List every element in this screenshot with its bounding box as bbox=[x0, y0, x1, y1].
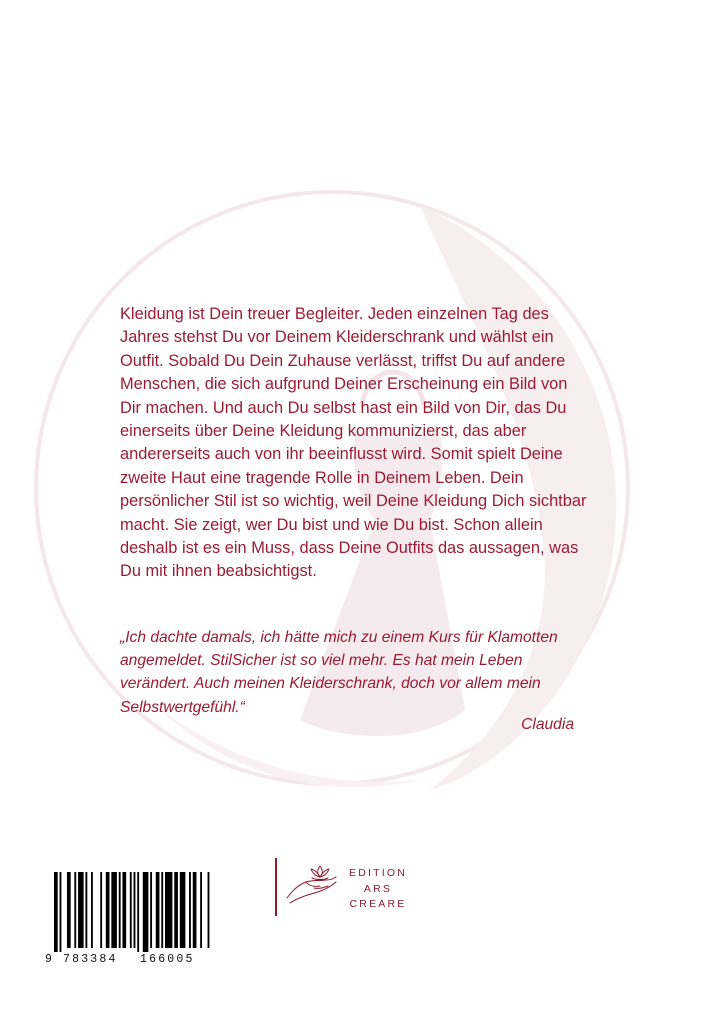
barcode-bar bbox=[161, 872, 163, 948]
barcode-bar bbox=[85, 872, 87, 948]
barcode-bar bbox=[193, 872, 197, 948]
barcode-bar bbox=[54, 872, 58, 952]
barcode-bar bbox=[130, 872, 132, 948]
back-cover-blurb: Kleidung ist Dein treuer Begleiter. Jeden einzelnen Tag des Jahres stehst Du vor Deinem Kleiderschrank und wählst ein Outfit. Sobald Du Dein Zuhause verlässt, triffst Du auf andere Menschen, die sich aufgrund Deiner Erscheinung ein Bild von Dir machen. Und auch Du selbst hast ein Bild von Dir, das Du einerseits über Deine Kleidung kommunizierst, das aber andererseits auch von ihr beeinflusst wird. Somit spielt Deine zweite Haut eine tragende Rolle in Deinem Leben. Dein persönlicher Stil ist so wichtig, weil Deine Kleidung Dich sichtbar macht. Sie zeigt, wer Du bist und wie Du bist. Schon allein deshalb ist es ein Muss, dass Deine Outfits das aussagen, was Du mit ihnen beabsichtigst. bbox=[120, 305, 587, 581]
barcode-bar bbox=[134, 872, 136, 948]
publisher-name-line3: CREARE bbox=[349, 898, 407, 911]
publisher-name bbox=[340, 866, 416, 913]
publisher-name-line1: EDITION bbox=[349, 867, 407, 879]
isbn-left-digits: 783384 bbox=[63, 953, 118, 966]
testimonial-author: Claudia bbox=[521, 716, 574, 733]
barcode-bar bbox=[200, 872, 202, 948]
barcode-bar bbox=[119, 872, 121, 948]
testimonial-quote: „Ich dachte damals, ich hätte mich zu einem Kurs für Klamotten angemeldet. StilSicher ist so viel mehr. Es hat mein Leben verändert. Auch meinen Kleiderschrank, doch vor allem mein Selbstwertgefühl.“ bbox=[120, 629, 558, 716]
barcode-bar bbox=[156, 872, 160, 948]
publisher-divider bbox=[275, 858, 277, 916]
barcode-bar bbox=[180, 872, 186, 948]
barcode-bar bbox=[189, 872, 191, 948]
barcode-bar bbox=[174, 872, 178, 948]
barcode-bar bbox=[74, 872, 76, 948]
barcode-bar bbox=[91, 872, 93, 948]
barcode-bar bbox=[122, 872, 126, 948]
isbn-prefix-digit: 9 bbox=[45, 953, 52, 966]
barcode-bar bbox=[111, 872, 117, 948]
isbn-barcode bbox=[40, 862, 210, 967]
barcode-bar bbox=[208, 872, 210, 948]
barcode-bar bbox=[60, 872, 62, 952]
isbn-right-digits: 166005 bbox=[140, 953, 195, 966]
publisher-name-line2: ARS bbox=[363, 882, 393, 895]
barcode-bar bbox=[106, 872, 110, 948]
barcode-bar bbox=[143, 872, 149, 952]
barcode-bar bbox=[165, 872, 172, 948]
hand-lotus-icon bbox=[284, 858, 346, 910]
barcode-bar bbox=[100, 872, 102, 948]
barcode-bar bbox=[67, 872, 71, 948]
barcode-bar bbox=[78, 872, 84, 948]
barcode-bar bbox=[137, 872, 139, 952]
barcode-bar bbox=[150, 872, 152, 948]
barcode-bars bbox=[54, 872, 210, 952]
